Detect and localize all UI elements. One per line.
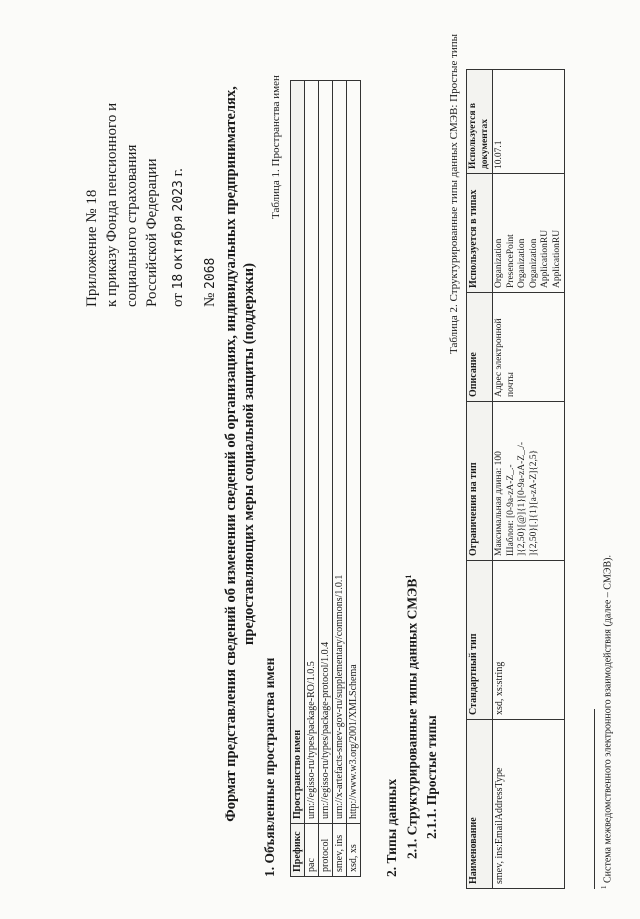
- table-cell: urn://egisso-ru/types/package-RO/1.0.5: [305, 81, 319, 824]
- table-cell: pac: [305, 824, 319, 877]
- section-2-heading: 2. Типы данных: [384, 778, 399, 877]
- table-cell: xsd, xs: [347, 824, 361, 877]
- title-line-2: предоставляющих меры социальной защиты (поддержки): [241, 263, 257, 645]
- document-title: [222, 64, 258, 844]
- table-row: [347, 81, 361, 877]
- column-header: Стандартный тип: [467, 561, 493, 720]
- column-header: Пространство имен: [291, 81, 305, 824]
- appendix-org-line: социального страхования: [124, 144, 140, 307]
- namespaces-table: [290, 80, 361, 877]
- appendix-date: от 18 октября 2023 г.: [170, 168, 186, 307]
- column-header: Используется в документах: [467, 70, 493, 174]
- table-1-caption: Таблица 1. Пространства имен: [270, 75, 282, 219]
- table-header-row: [467, 70, 493, 889]
- table-row: [319, 81, 333, 877]
- table-cell-used-in-types: Organization PresencePoint Organization Organization ApplicationRU ApplicationRU: [493, 174, 565, 293]
- section-2-1-heading: 2.1. Структурированные типы данных СМЭВ$^1$: [404, 574, 420, 859]
- appendix-order-number: № 2068: [202, 257, 218, 307]
- appendix-number: Приложение № 18: [84, 189, 100, 307]
- table-cell-std-type: xsd, xs:string: [493, 561, 565, 720]
- title-line-1: Формат представления сведений об изменении сведений об организациях, индивидуальных предпринимателях,: [223, 86, 239, 822]
- column-header: Используется в типах: [467, 174, 493, 293]
- appendix-order-line: к приказу Фонда пенсионного и: [104, 102, 120, 307]
- table-header-row: [291, 81, 305, 877]
- simple-types-table: [466, 69, 565, 889]
- appendix-country-line: Российской Федерации: [144, 158, 160, 307]
- table-2-caption: Таблица 2. Структурированные типы данных СМЭВ: Простые типы: [448, 33, 460, 354]
- section-2-1-1-heading: 2.1.1. Простые типы: [424, 715, 439, 839]
- table-cell: http://www.w3.org/2001/XMLSchema: [347, 81, 361, 824]
- table-row: [305, 81, 319, 877]
- table-cell: protocol: [319, 824, 333, 877]
- table-row: [333, 81, 347, 877]
- column-header: Описание: [467, 293, 493, 402]
- column-header: Наименование: [467, 720, 493, 889]
- table-cell-description: Адрес электронной почты: [493, 293, 565, 402]
- table-row: [493, 70, 565, 889]
- table-cell: urn://x-artefacts-smev-gov-ru/supplementary/commons/1.0.1: [333, 81, 347, 824]
- table-cell-used-in-docs: 10.07.1: [493, 70, 565, 174]
- table-cell: smev, ins: [333, 824, 347, 877]
- table-cell-restrictions: Максимальная длина: 100 Шаблон: [0-9a-zA-Z_.- ]{2,50}[@]{1}[0-9a-zA-Z_./- ]{2,50}[.]{1}[a-zA-Z]{2,5}: [493, 402, 565, 561]
- footnote: $^1$ Система межведомственного электронного взаимодействия (далее – СМЭВ).: [600, 555, 614, 889]
- table-cell: urn://egisso-ru/types/package-protocol/1.0.4: [319, 81, 333, 824]
- table-cell-name: smev, ins:EmailAddressType: [493, 720, 565, 889]
- column-header: Префикс: [291, 824, 305, 877]
- footnote-separator: [594, 709, 595, 889]
- column-header: Ограничения на тип: [467, 402, 493, 561]
- section-1-heading: 1. Объявленные пространства имен: [262, 657, 277, 877]
